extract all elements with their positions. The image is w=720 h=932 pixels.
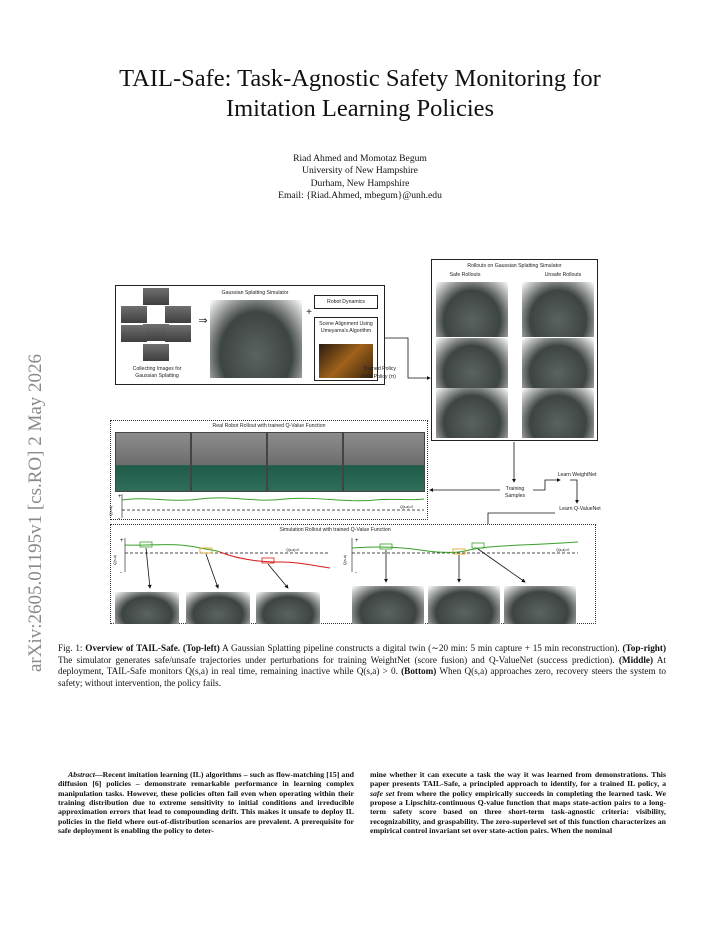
caption-label: Fig. 1: [58,643,83,653]
threshold-label: Q(s,a)=0 [556,548,570,552]
unsafe-rollouts-label: Unsafe Rollouts [544,272,582,278]
author-email: Email: {Riad.Ahmed, mbegum}@unh.edu [278,189,442,201]
abstract-text: Recent imitation learning (IL) algorithms – such as flow-matching [15] and diffusion [6] policies – demonstrate remarkable performance in learning complex manipulation tasks. However, these policies often fail even when operating within their training distribution due to extreme sensitivity to initial conditions and irreducible approximation errors that lead to compounding drift. This makes it unsafe to deploy IL policies in the field where out-of-distribution scenarios are prevalent. A prerequisite for safe deployment is enabling the policy to deter- [58,770,354,836]
author-affiliation: University of New Hampshire [302,165,418,177]
scene-alignment-label: Scene Alignment Using Umeyama's Algorithm [319,321,373,334]
arxiv-stamp-text: arXiv:2605.01195v1 [cs.RO] 2 May 2026 [25,353,46,672]
caption-part-label: (Bottom) [401,666,437,677]
plus-sign: + [120,538,124,544]
plus-sign: + [355,538,359,544]
training-samples-label: Training Samples [504,486,526,499]
figure-caption [58,643,666,689]
abstract-text: from where the policy empirically succeeds in completing the learned task. We propose a Lipschitz-continuous Q-value function that maps state-action pairs to a long-term safety score based on three short-term task-agnostic criteria: visibility, recognizability, and graspability. The zero-superlevel set of this function characterizes an empirical control invariant set over state-action pairs. When the nominal [370,788,666,836]
rollouts-title: Rollouts on Gaussian Splatting Simulator [467,263,562,269]
caption-heading: Overview of TAIL-Safe. [85,643,181,653]
abstract-label: Abstract— [68,770,103,779]
highlight-marker [380,544,392,549]
caption-part-label: (Top-left) [182,643,220,653]
caption-part-text: The simulator generates safe/unsafe trajectories under perturbations for training WeightNet (score fusion) and Q-ValueNet (success prediction). [58,654,619,665]
minus-sign: - [355,570,357,576]
author-names: Riad Ahmed and Momotaz Begum [293,153,427,164]
plus-icon: + [306,307,312,318]
abstract-emphasis: safe set [370,788,395,798]
caption-part-text: At deployment, TAIL-Safe monitors Q(s,a) in real time, remaining inactive while Q(s,a) > 0. [58,654,666,677]
connector-arrow [385,338,430,378]
real-rollout-title: Real Robot Rollout with trained Q-Value Function [212,423,326,429]
caption-part-text: When Q(s,a) approaches zero, recovery steers the system to safety; without intervention, the policy fails. [58,666,666,688]
connector-arrow [146,548,150,588]
sim-rollout-title: Simulation Rollout with trained Q-Value Function [279,527,391,533]
robot-dynamics-label: Robot Dynamics [326,299,366,305]
abstract-left-column [58,770,354,835]
collect-images-label: Collecting Images for Gaussian Splatting [132,366,182,379]
simulator-label: Gaussian Splatting Simulator [221,290,289,296]
q-axis-label: Q(s,a) [113,555,117,565]
caption-part-label: (Middle) [618,654,654,665]
q-axis-label: Q(s,a) [109,506,113,516]
caption-part-text: A Gaussian Splatting pipeline constructs a digital twin (∼20 min: 5 min capture + 15 min reconstruction). [219,643,623,653]
learn-qvaluenet-label: Learn Q-ValueNet [559,506,601,512]
threshold-label: Q(s,a)=0 [400,505,414,509]
minus-sign: - [120,570,122,576]
abstract-text: mine whether it can execute a task the way it was learned from demonstrations. This paper presents TAIL-Safe, a principled approach to identify, for a trained IL policy, a [370,770,666,789]
connector-arrow [268,564,288,588]
connector-arrow [206,554,218,588]
minus-sign: - [118,516,120,522]
caption-part-label: (Top-right) [622,643,667,653]
threshold-label: Q(s,a)=0 [286,548,300,552]
connector-arrow [478,549,525,582]
double-arrow-icon: ⇒ [198,315,208,327]
real-q-curve [122,498,424,501]
flow-policy-label: Flow Policy (π) [361,374,396,380]
highlight-marker [472,543,484,548]
plus-sign: + [118,494,122,500]
safe-rollouts-label: Safe Rollouts [449,272,481,278]
author-location: Durham, New Hampshire [310,177,410,189]
sim-q-curve-unsafe-part [220,552,330,568]
title-line-2: Imitation Learning Policies [225,95,495,122]
q-axis-label: Q(s,a) [343,555,347,565]
abstract-right-column [370,770,666,835]
connector-arrow [570,480,577,503]
learn-weightnet-label: Learn WeightNet [557,472,597,478]
connector-arrow [533,480,560,490]
trained-policy-label: Trained Policy [363,366,396,372]
title-line-1: TAIL-Safe: Task-Agnostic Safety Monitoring for [119,65,601,92]
connector-arrow [488,513,555,524]
